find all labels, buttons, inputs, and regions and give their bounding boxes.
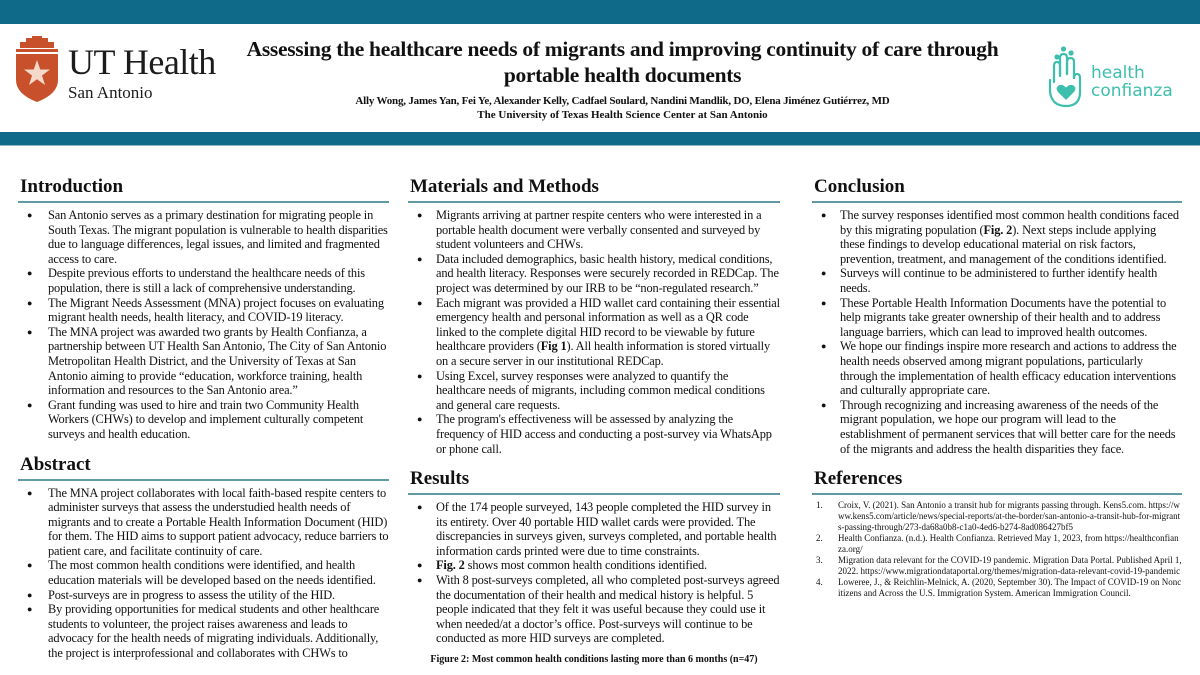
- abstract-heading: Abstract: [20, 453, 91, 475]
- list-item: ● The program's effectiveness will be assessed by analyzing the frequency of HID access and conducting a post-survey via WhatsApp or phone call.: [408, 412, 780, 456]
- poster-authors: Ally Wong, James Yan, Fei Ye, Alexander Kelly, Cadfael Soulard, Nandini Mandlik, DO, Elena Jiménez Gutiérrez, MD: [355, 95, 890, 107]
- poster-title: Assessing the healthcare needs of migrants and improving continuity of care through portable health documents: [246, 37, 999, 87]
- poster-affiliation: The University of Texas Health Science Center at San Antonio: [477, 109, 768, 121]
- list-item: ● San Antonio serves as a primary destination for migrating people in South Texas. The migrant population is vulnerable to health disparities due to language differences, legal issues, and limited and fragmented access to care.: [18, 208, 389, 266]
- left-column: [18, 176, 389, 661]
- list-item: ● Surveys will continue to be administered to further identify health needs.: [812, 266, 1182, 295]
- title-block: [215, 36, 1030, 122]
- section-gap: [812, 456, 1182, 468]
- section-rule: [408, 201, 780, 203]
- right-column: [812, 176, 1182, 599]
- results-heading: Results: [410, 468, 470, 490]
- list-item: [812, 208, 1182, 266]
- section-gap: [408, 456, 780, 468]
- list-item: ● With 8 post-surveys completed, all who completed post-surveys agreed the documentation of their health and medical history is helpful. 5 people indicated that they felt it was useful because they could use it when needed/at a doctor’s office. Post-surveys will continue to be conducted as more HID surveys are completed.: [408, 573, 780, 646]
- reference-text: Croix, V. (2021). San Antonio a transit hub for migrants passing through. Kens5.com. https://www.kens5.com/article/news/special-reports/at-the-border/san-antonio-a-transit-hub-for-migrants-passing-through/273-da68a0b8-c1a0-4ed6-b274-8ad086427bf5: [838, 500, 1181, 533]
- results-list: [408, 500, 780, 646]
- conclusion-list: [812, 208, 1182, 456]
- references-list: [812, 500, 1182, 599]
- list-item: ● We hope our findings inspire more research and actions to address the health needs observed among migrant populations, particularly through the implementation of health efficacy education interventions and culturally appropriate care.: [812, 339, 1182, 397]
- abstract-section: [18, 454, 389, 661]
- list-item: ● Despite previous efforts to understand the healthcare needs of this population, there is still a lack of comprehensive understanding.: [18, 266, 389, 295]
- abstract-list: [18, 486, 389, 661]
- hc-line2: confianza: [1091, 81, 1173, 101]
- methods-section: [408, 176, 780, 456]
- introduction-section: [18, 176, 389, 442]
- conclusion-text-before: The survey responses identified most common health conditions faced by this migrating population (: [840, 208, 1179, 237]
- health-confianza-wordmark: [1091, 64, 1173, 100]
- list-item: ● The MNA project was awarded two grants by Health Confianza, a partnership between UT Health San Antonio, The City of San Antonio Metropolitan Health District, and the University of Texas at San Antonio aiming to provide “education, workforce training, health information and resources to the San Antonio area.”: [18, 325, 389, 398]
- references-section: [812, 468, 1182, 599]
- fig2-text: shows most common health conditions identified.: [464, 558, 708, 573]
- introduction-list: [18, 208, 389, 442]
- ut-health-logo: [12, 36, 216, 108]
- header-bottom-band: [0, 132, 1200, 145]
- health-confianza-logo: [1046, 44, 1186, 114]
- list-item: ● Of the 174 people surveyed, 143 people completed the HID survey in its entirety. Over 40 portable HID wallet cards were provided. The discrepancies in surveys given, surveys completed, and portable health information cards printed were due to time constraints.: [408, 500, 780, 558]
- methods-list: [408, 208, 780, 456]
- list-item: ● By providing opportunities for medical students and other healthcare students to volunteer, the project raises awareness and leads to advocacy for the health needs of migrating individuals. Additionally, the project is interprofessional and collaborates with CHWs to: [18, 602, 389, 660]
- list-item: ● The most common health conditions were identified, and health education materials will be developed based on the needs identified.: [18, 558, 389, 587]
- ut-health-name: UT Health: [68, 42, 216, 82]
- list-item: ● Through recognizing and increasing awareness of the needs of the migrant population, we hope our program will lead to the establishment of permanent services that will better care for the needs of the migrants and address the health disparities they face.: [812, 398, 1182, 456]
- fig2-reference: Fig. 2: [983, 222, 1013, 237]
- header-divider: [0, 145, 1200, 146]
- conclusion-section: [812, 176, 1182, 456]
- reference-text: Migration data relevant for the COVID-19 pandemic. Migration Data Portal. Published April 1, 2022. https://www.migrationdataportal.org/themes/migration-data-relevant-covid-19-pandemic: [838, 555, 1182, 577]
- reference-number: 4.: [816, 577, 823, 588]
- list-item: ● The MNA project collaborates with local faith-based respite centers to administer surveys that assess the understudied health needs of migrants and to create a Portable Health Information Document (HID) for them. The HID aims to support patient advocacy, reduce barriers to patient care, and facilitate continuity of care.: [18, 486, 389, 559]
- section-gap: [18, 442, 389, 454]
- hc-line1: health: [1091, 63, 1145, 83]
- conclusion-text-after: ). Next steps include applying these findings to develop educational material on risk factors, prevention, treatment, and management of the conditions identified.: [840, 222, 1167, 266]
- ut-health-subname: San Antonio: [68, 83, 153, 102]
- fig2-reference: Fig. 2: [436, 558, 465, 573]
- reference-number: 3.: [816, 555, 823, 566]
- list-item: [408, 558, 780, 573]
- reference-text: Loweree, J., & Reichlin-Melnick, A. (2020, September 30). The Impact of COVID-19 on Noncitizens and Across the U.S. Immigration System. American Immigration Council.: [838, 577, 1182, 599]
- reference-item: [812, 577, 1182, 599]
- list-item: ● Grant funding was used to hire and train two Community Health Workers (CHWs) to develop and implement culturally competent surveys and health education.: [18, 398, 389, 442]
- list-item: ● Data included demographics, basic health history, medical conditions, and health literacy. Responses were securely recorded in REDCap. The project was determined by our IRB to be “non-regulated research.”: [408, 252, 780, 296]
- list-item: ● Migrants arriving at partner respite centers who were interested in a portable health document were verbally consented and surveyed by student volunteers and CHWs.: [408, 208, 780, 252]
- list-item: ● Using Excel, survey responses were analyzed to quantify the healthcare needs of migrants, including common medical conditions and general care requests.: [408, 369, 780, 413]
- reference-item: [812, 555, 1182, 577]
- reference-number: 2.: [816, 533, 823, 544]
- fig1-reference: Fig 1: [540, 339, 567, 354]
- introduction-heading: Introduction: [20, 176, 124, 197]
- list-item: ● The Migrant Needs Assessment (MNA) project focuses on evaluating migrant health needs, health literacy, and COVID-19 literacy.: [18, 296, 389, 325]
- section-rule: [18, 201, 389, 203]
- references-heading: References: [814, 468, 903, 490]
- conclusion-heading: Conclusion: [814, 176, 905, 197]
- hand-heart-icon: [1046, 44, 1086, 110]
- header-top-band: [0, 0, 1200, 24]
- middle-column: [408, 176, 780, 666]
- methods-heading: Materials and Methods: [410, 176, 599, 197]
- section-rule: [812, 493, 1182, 495]
- reference-number: 1.: [816, 500, 823, 511]
- hid-text-before: Each migrant was provided a HID wallet card containing their essential emergency health and personal information as well as a QR code linked to the complete digital HID record to be viewable by future healthcare providers (: [436, 295, 780, 354]
- section-rule: [18, 479, 389, 481]
- list-item: ● These Portable Health Information Documents have the potential to help migrants take greater ownership of their health and to address language barriers, which can lead to improved health outcomes.: [812, 296, 1182, 340]
- figure-2-caption: Figure 2: Most common health conditions lasting more than 6 months (n=47): [430, 654, 758, 666]
- section-rule: [812, 201, 1182, 203]
- results-section: [408, 468, 780, 666]
- hid-text-after: ). All health information is stored virtually on a secure server in our institutional REDCap.: [436, 339, 770, 368]
- list-item: [408, 296, 780, 369]
- reference-item: [812, 533, 1182, 555]
- list-item: ● Post-surveys are in progress to assess the utility of the HID.: [18, 588, 389, 603]
- reference-text: Health Confianza. (n.d.). Health Confianza. Retrieved May 1, 2023, from https://healthconfianza.org/: [838, 533, 1179, 555]
- section-rule: [408, 493, 780, 495]
- reference-item: [812, 500, 1182, 533]
- ut-shield-icon: [14, 36, 60, 103]
